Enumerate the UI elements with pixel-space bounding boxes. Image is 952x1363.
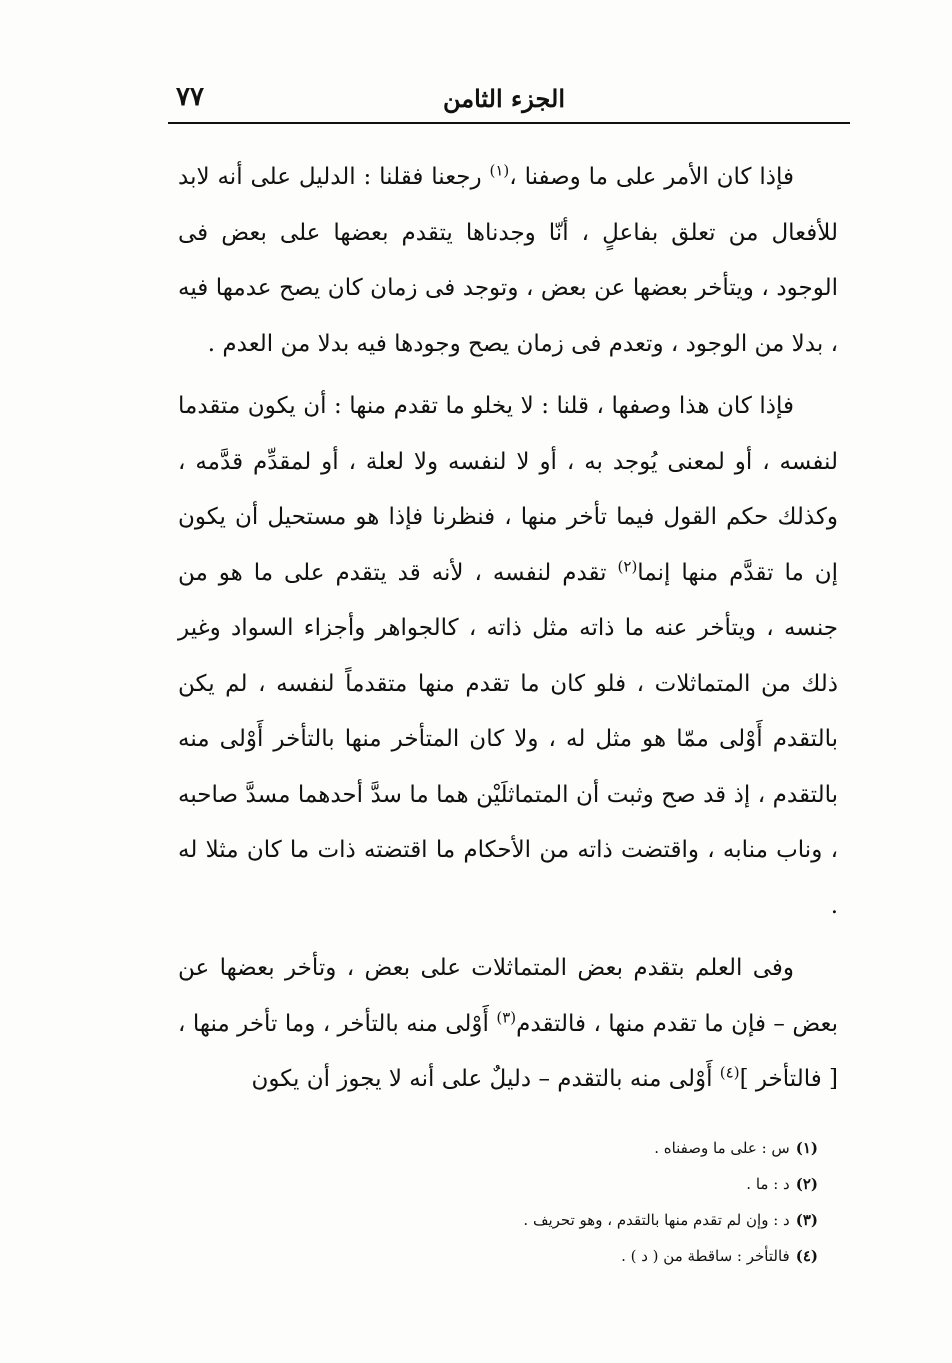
page-number: ٧٧ [176, 82, 204, 112]
footnote-ref-2: (٢) [617, 556, 638, 575]
paragraph-text: تقدم لنفسه ، لأنه قد يتقدم على ما هو من جنسه ، ويتأخر عنه ما ذاته مثل ذاته ، كالجواهر وأجزاء السواد وغير ذلك من المتماثلات ، فلو كان ما تقدم منها متقدماً لنفسه ، لم يكن بالتقدم أَوْلى ممّا هو مثل له ، ولا كان المتأخر منها بالتأخر أَوْلى منه بالتقدم ، إذ قد صح وثبت أن المتماثلَيْن هما ما سدَّ أحدهما مسدَّ صاحبه ، وناب منابه ، واقتضت ذاته من الأحكام ما اقتضته ذات ما كان مثلا له . [178, 559, 838, 919]
footnote-ref-1: (١) [489, 161, 510, 180]
paragraph-3 [178, 941, 838, 1108]
footnote-text: د : وإن لم تقدم منها بالتقدم ، وهو تحريف . [523, 1211, 790, 1229]
page-header [168, 78, 850, 122]
footnote-ref-3: (٣) [496, 1007, 517, 1026]
footnotes [420, 1130, 818, 1274]
footnote-number: (٣) [795, 1211, 818, 1229]
paragraph-text: رجعنا فقلنا : الدليل على أنه لابد للأفعال من تعلق بفاعلٍ ، أنّا وجدناها يتقدم بعضها على بعض فى الوجود ، ويتأخر بعضها عن بعض ، وتوجد فى زمان كان يصح عدمها فيه ، بدلا من الوجود ، وتعدم فى زمان يصح وجودها فيه بدلا من العدم . [178, 164, 838, 357]
footnote-3 [420, 1202, 818, 1238]
footnote-number: (٤) [795, 1247, 818, 1265]
footnote-ref-4: (٤) [719, 1063, 740, 1082]
paragraph-2 [178, 379, 838, 934]
paragraph-text: أَوْلى منه بالتقدم – دليلٌ على أنه لا يجوز أن يكون [251, 1066, 720, 1092]
footnote-text: فالتأخر : ساقطة من ( د ) . [621, 1247, 790, 1265]
paragraph-text: أَوْلى منه بالتأخر ، وما تأخر منها ، [ فالتأخر ] [178, 1010, 838, 1092]
main-text [178, 150, 838, 1108]
footnote-number: (٢) [795, 1175, 818, 1193]
paragraph-1 [178, 150, 838, 372]
header-divider [168, 122, 850, 124]
running-title: الجزء الثامن [442, 84, 565, 113]
paragraph-text: فإذا كان الأمر على ما وصفنا ، [509, 164, 794, 190]
footnote-2 [420, 1166, 818, 1202]
footnote-1 [420, 1130, 818, 1166]
paragraph-text: وفى العلم بتقدم بعض المتماثلات على بعض ، وتأخر بعضها عن بعض – فإن ما تقدم منها ، فالتقدم [178, 955, 838, 1037]
footnote-number: (١) [795, 1139, 818, 1157]
footnote-text: د : ما . [746, 1175, 790, 1193]
paragraph-text: فإذا كان هذا وصفها ، قلنا : لا يخلو ما تقدم منها : أن يكون متقدما لنفسه ، أو لمعنى يُوجد به ، أو لا لنفسه ولا لعلة ، أو لمقدِّم قدَّمه ، وكذلك حكم القول فيما تأخر منها ، فنظرنا فإذا هو مستحيل أن يكون إن ما تقدَّم منها إنما [178, 393, 838, 586]
footnote-4 [420, 1238, 818, 1274]
footnote-text: س : على ما وصفناه . [654, 1139, 790, 1157]
